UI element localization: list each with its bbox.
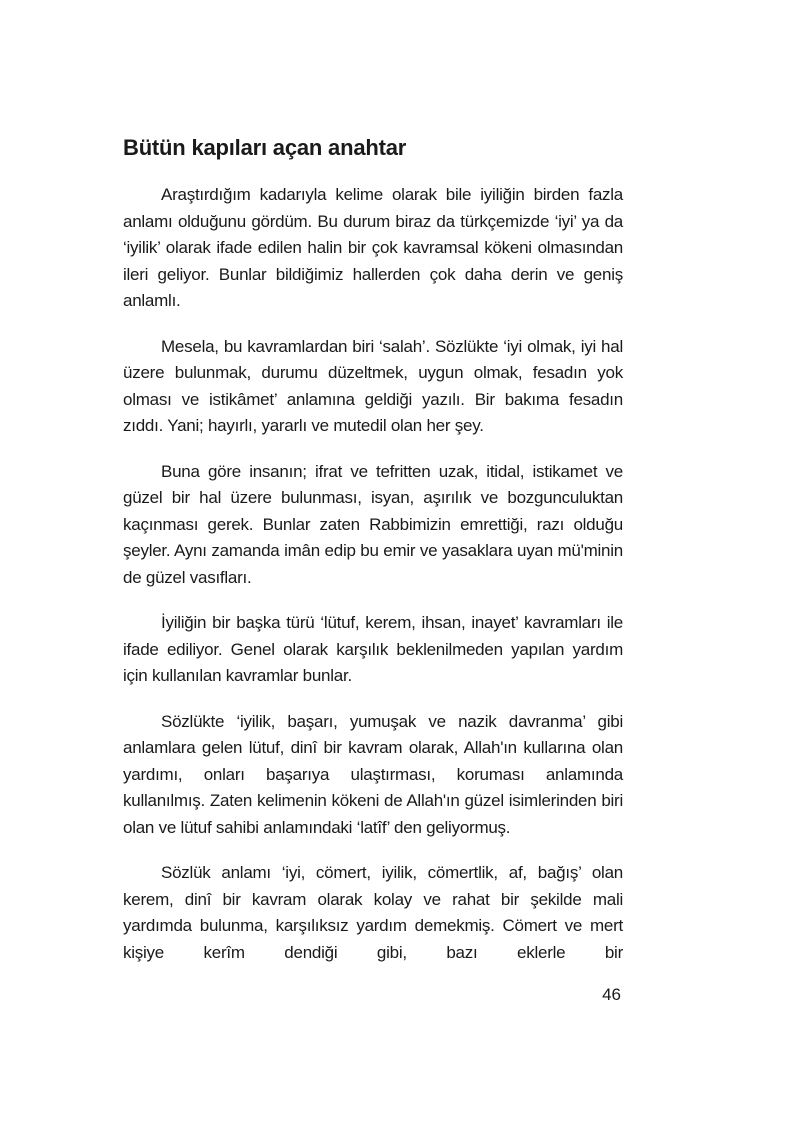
chapter-title: Bütün kapıları açan anahtar [123,135,407,160]
page-number: 46 [602,985,621,1004]
paragraph-4: İyiliğin bir başka türü ‘lütuf, kerem, ihsan, inayet’ kavramları ile ifade ediliyor. Genel olarak karşılık beklenilmeden yapılan yardım için kullanılan kavramlar bunlar. [123,613,623,685]
book-page [123,128,623,985]
paragraph-5: Sözlükte ‘iyilik, başarı, yumuşak ve nazik davranma’ gibi anlamlara gelen lütuf, dinî bir kavram olarak, Allah'ın kullarına olan yardımı, onları başarıya ulaştırması, koruması anlamında kullanılmış. Zaten kelimenin kökeni de Allah'ın güzel isimlerinden biri olan ve lütuf sahibi anlamındaki ‘latîf’ den geliyormuş. [123,711,623,837]
paragraph-1: Araştırdığım kadarıyla kelime olarak bile iyiliğin birden fazla anlamı olduğunu gördüm. Bu durum biraz da türkçemizde ‘iyi’ ya da ‘iyilik’ olarak ifade edilen halin bir çok kavramsal kökeni olmasından ileri geliyor. Bunlar bildiğimiz hallerden çok daha derin ve geniş anlamlı. [123,185,623,310]
paragraph-3: Buna göre insanın; ifrat ve tefritten uzak, itidal, istikamet ve güzel bir hal üzere bulunması, isyan, aşırılık ve bozgunculuktan kaçınması gerek. Bunlar zaten Rabbimizin emrettiği, razı olduğu şeyler. Aynı zamanda imân edip bu emir ve yasaklara uyan mü'minin de güzel vasıfları. [123,461,623,587]
paragraph-2: Mesela, bu kavramlardan biri ‘salah’. Sözlükte ‘iyi olmak, iyi hal üzere bulunmak, durumu düzeltmek, uygun olmak, fesadın yok olması ve istikâmet’ anlamına geldiği yazılı. Bir bakıma fesadın zıddı. Yani; hayırlı, yararlı ve mutedil olan her şey. [123,336,623,435]
paragraph-6: Sözlük anlamı ‘iyi, cömert, iyilik, cömertlik, af, bağış’ olan kerem, dinî bir kavram olarak kolay ve rahat bir şekilde mali yardımda bulunma, karşılıksız yardım demekmiş. Cömert ve mert kişiye kerîm dendiği gibi, bazı eklerle bir [123,863,623,962]
